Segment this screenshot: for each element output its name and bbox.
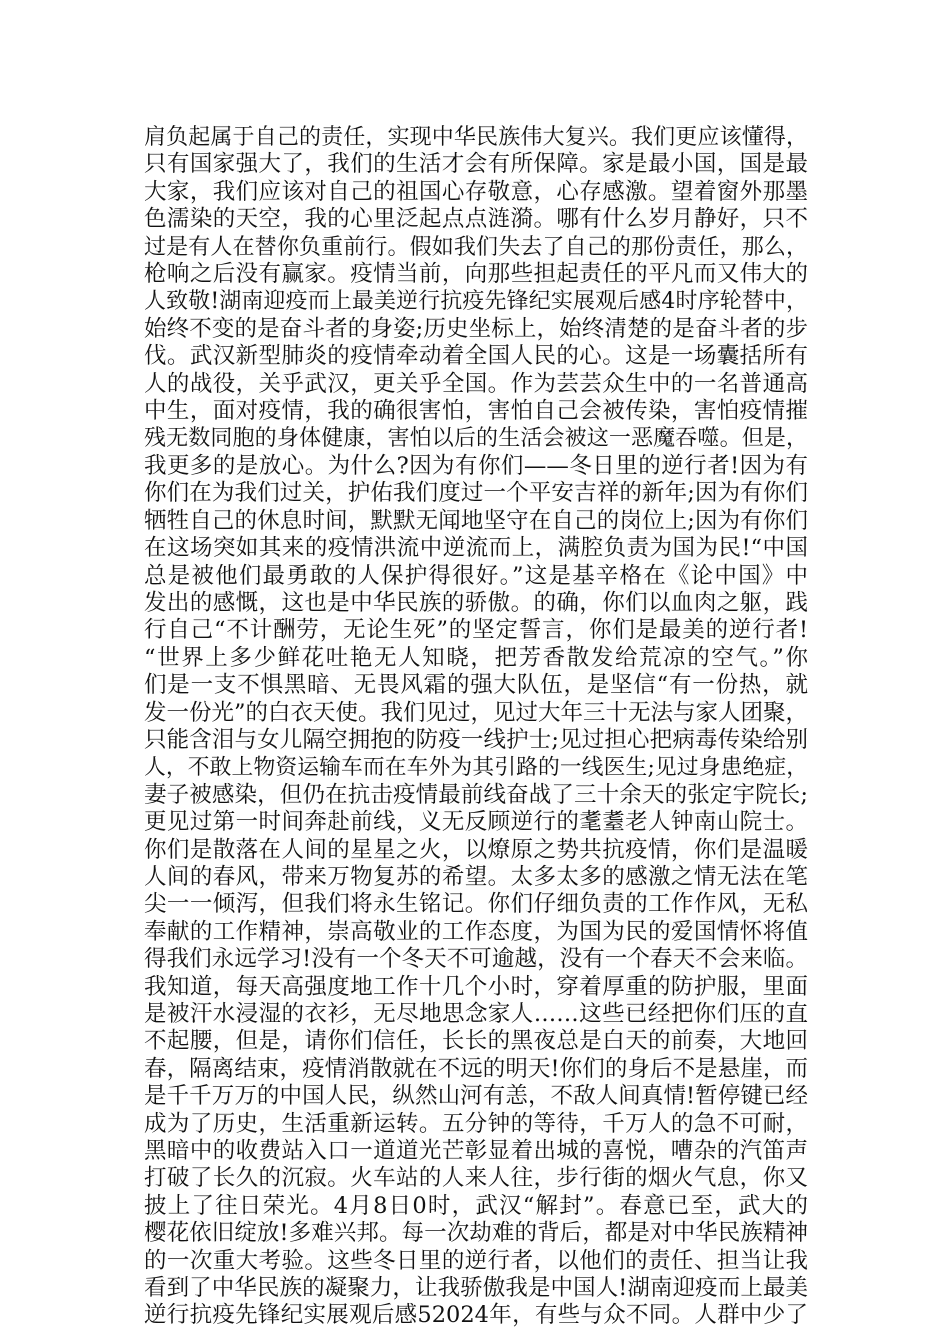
text-line: 不起腰，但是，请你们信任，长长的黑夜总是白天的前奏，大地回 <box>144 1028 808 1055</box>
text-line: 得我们永远学习!没有一个冬天不可逾越，没有一个春天不会来临。 <box>144 946 808 973</box>
text-line: 逆行抗疫先锋纪实展观后感52024年，有些与众不同。人群中少了 <box>144 1302 808 1329</box>
text-line: 是千千万万的中国人民，纵然山河有恙，不敌人间真情!暂停键已经 <box>144 1083 808 1110</box>
text-line: 只有国家强大了，我们的生活才会有所保障。家是最小国，国是最 <box>144 151 808 178</box>
text-line: 是被汗水浸湿的衣衫，无尽地思念家人……这些已经把你们压的直 <box>144 1001 808 1027</box>
text-line: 春，隔离结束，疫情消散就在不远的明天!你们的身后不是悬崖，而 <box>144 1055 808 1082</box>
text-line: 们是一支不惧黑暗、无畏风霜的强大队伍，是坚信“有一份热，就 <box>144 672 808 699</box>
text-line: 人致敬!湖南迎疫而上最美逆行抗疫先锋纪实展观后感4时序轮替中， <box>144 289 808 315</box>
text-line: 我更多的是放心。为什么?因为有你们——冬日里的逆行者!因为有 <box>144 452 808 479</box>
text-line: 黑暗中的收费站入口一道道光芒彰显着出城的喜悦，嘈杂的汽笛声 <box>144 1138 808 1165</box>
text-line: 尖一一倾泻，但我们将永生铭记。你们仔细负责的工作作风，无私 <box>144 891 808 918</box>
text-line: 人，不敢上物资运输车而在车外为其引路的一线医生;见过身患绝症， <box>144 755 808 781</box>
text-line: 打破了长久的沉寂。火车站的人来人往，步行街的烟火气息，你又 <box>144 1165 808 1192</box>
text-line: 樱花依旧绽放!多难兴邦。每一次劫难的背后，都是对中华民族精神 <box>144 1220 808 1247</box>
text-line: 奉献的工作精神，崇高敬业的工作态度，为国为民的爱国情怀将值 <box>144 918 808 945</box>
text-line: 披上了往日荣光。4月8日0时，武汉“解封”。春意已至，武大的 <box>144 1192 808 1219</box>
text-line: 我知道，每天高强度地工作十几个小时，穿着厚重的防护服，里面 <box>144 973 808 1000</box>
text-line: “世界上多少鲜花吐艳无人知晓，把芳香散发给荒凉的空气。”你 <box>144 644 808 671</box>
text-line: 牺牲自己的休息时间，默默无闻地坚守在自己的岗位上;因为有你们 <box>144 507 808 534</box>
body-text <box>144 124 808 1330</box>
text-line: 总是被他们最勇敢的人保护得很好。”这是基辛格在《论中国》中 <box>144 562 808 589</box>
text-line: 只能含泪与女儿隔空拥抱的防疫一线护士;见过担心把病毒传染给别 <box>144 726 808 753</box>
text-line: 的一次重大考验。这些冬日里的逆行者，以他们的责任、担当让我 <box>144 1247 808 1274</box>
text-line: 大家，我们应该对自己的祖国心存敬意，心存感激。望着窗外那墨 <box>144 178 808 205</box>
text-line: 在这场突如其来的疫情洪流中逆流而上，满腔负责为国为民!“中国 <box>144 535 808 562</box>
text-line: 肩负起属于自己的责任，实现中华民族伟大复兴。我们更应该懂得， <box>144 125 808 150</box>
text-line: 始终不变的是奋斗者的身姿;历史坐标上，始终清楚的是奋斗者的步 <box>144 315 808 342</box>
text-line: 你们在为我们过关，护佑我们度过一个平安吉祥的新年;因为有你们 <box>144 480 808 507</box>
text-line: 中生，面对疫情，我的确很害怕，害怕自己会被传染，害怕疫情摧 <box>144 398 808 425</box>
text-line: 更见过第一时间奔赴前线，义无反顾逆行的耄耋老人钟南山院士。 <box>144 809 808 836</box>
text-line: 成为了历史，生活重新运转。五分钟的等待，千万人的急不可耐， <box>144 1110 808 1137</box>
text-line: 妻子被感染，但仍在抗击疫情最前线奋战了三十余天的张定宇院长; <box>144 781 808 808</box>
text-line: 伐。武汉新型肺炎的疫情牵动着全国人民的心。这是一场囊括所有 <box>144 343 808 370</box>
text-line: 过是有人在替你负重前行。假如我们失去了自己的那份责任，那么， <box>144 234 808 260</box>
text-line: 行自己“不计酬劳，无论生死”的坚定誓言，你们是最美的逆行者! <box>144 617 808 644</box>
text-line: 发一份光”的白衣天使。我们见过，见过大年三十无法与家人团聚， <box>144 699 808 726</box>
text-line: 枪响之后没有赢家。疫情当前，向那些担起责任的平凡而又伟大的 <box>144 261 808 288</box>
text-line: 人的战役，关乎武汉，更关乎全国。作为芸芸众生中的一名普通高 <box>144 370 808 397</box>
text-line: 发出的感慨，这也是中华民族的骄傲。的确，你们以血肉之躯，践 <box>144 589 808 616</box>
text-line: 残无数同胞的身体健康，害怕以后的生活会被这一恶魔吞噬。但是， <box>144 426 808 452</box>
text-line: 人间的春风，带来万物复苏的希望。太多太多的感激之情无法在笔 <box>144 863 808 890</box>
text-line: 你们是散落在人间的星星之火，以燎原之势共抗疫情，你们是温暖 <box>144 836 808 863</box>
text-line: 看到了中华民族的凝聚力，让我骄傲我是中国人!湖南迎疫而上最美 <box>144 1275 808 1302</box>
text-line: 色濡染的天空，我的心里泛起点点涟漪。哪有什么岁月静好，只不 <box>144 206 808 233</box>
